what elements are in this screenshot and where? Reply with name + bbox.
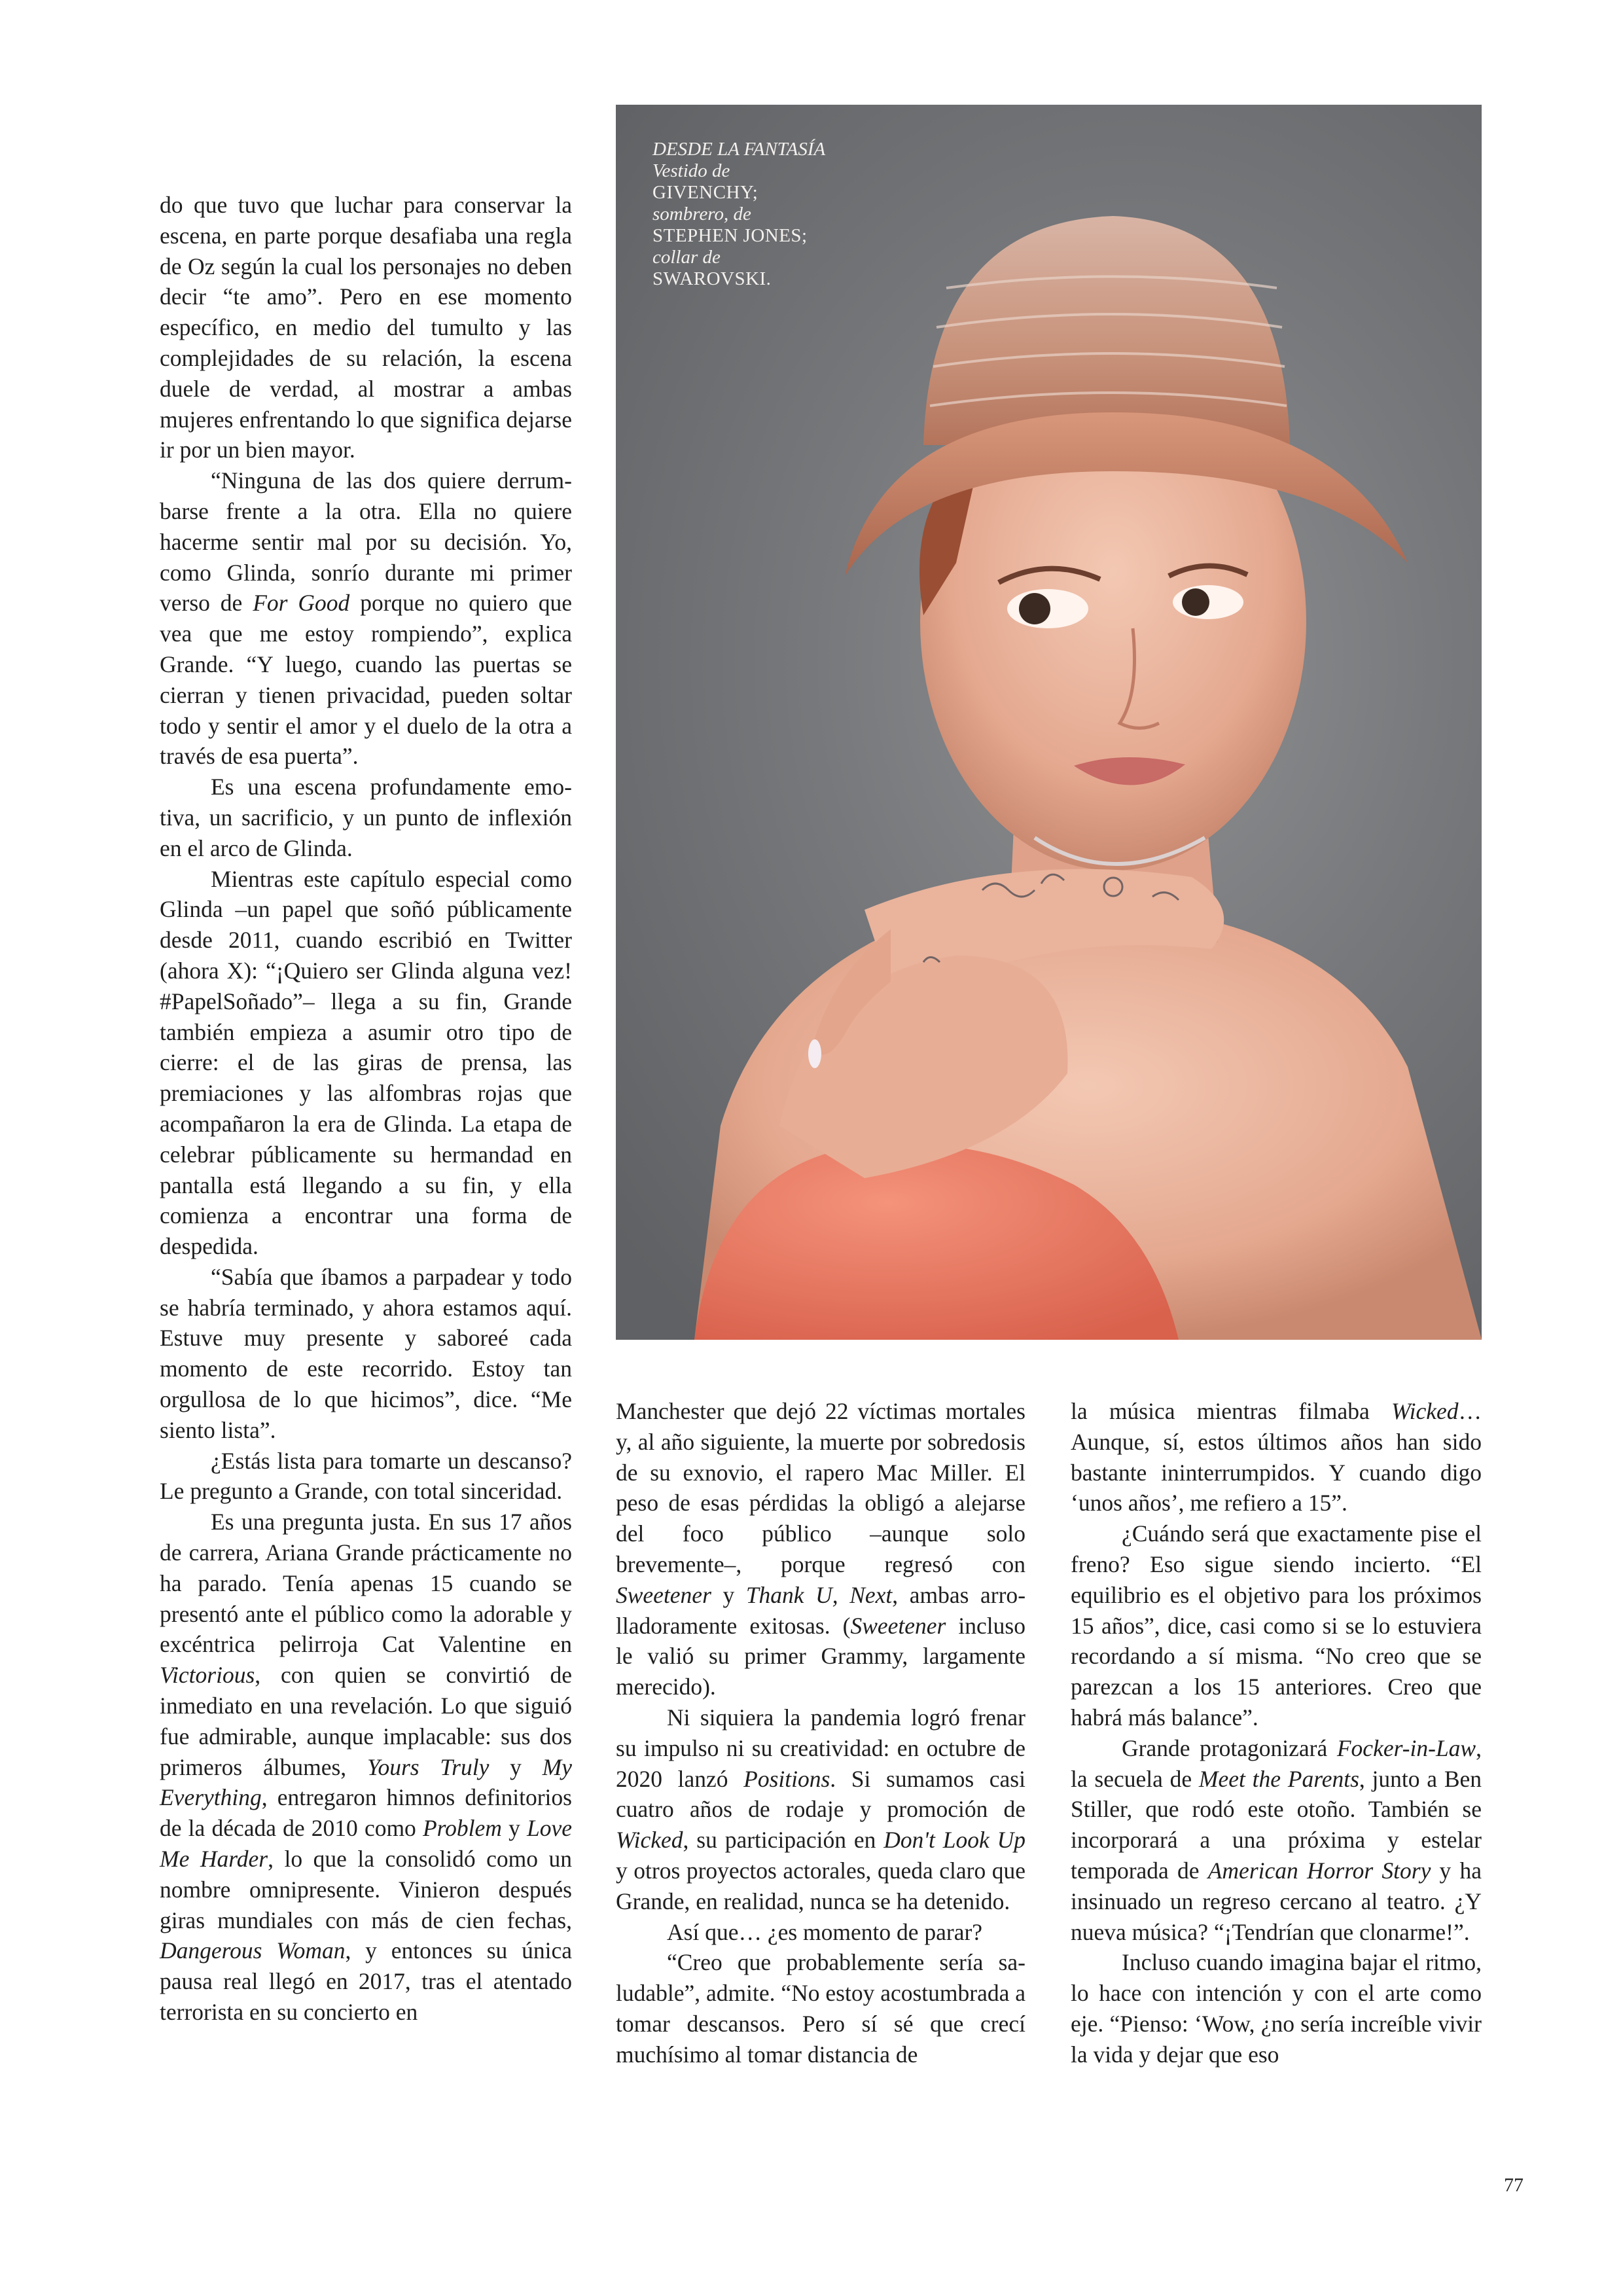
text-run: , lo que la consolidó como un nombre omnipresente. Vinieron después giras mundiales con más de cien fechas, [160, 1846, 572, 1933]
text-run: , su participación en [683, 1827, 884, 1854]
text-run: , con quien se convirtió de inmediato en una revelación. Lo que siguió fue admirable, aunque implacable: sus dos primeros álbumes, [160, 1662, 572, 1780]
italic-title: Meet the Parents [1198, 1765, 1359, 1792]
paragraph: Así que… ¿es momento de parar? [667, 1918, 983, 1945]
caption-brand: SWAROVSKI. [652, 268, 772, 289]
italic-title: Sweetener [850, 1612, 946, 1639]
text-run: y otros proyectos actorales, queda claro que Grande, en realidad, nunca se ha detenido. [616, 1857, 1026, 1914]
italic-title: Yours Truly [366, 1753, 490, 1780]
text-run: Es una pregunta justa. En sus 17 años de carrera, Ariana Grande prácticamente no ha parado. Tenía apenas 15 cuando se presentó ante el público como la adorable y excéntrica pelirroja Cat Valentine en [160, 1509, 572, 1658]
text-run: y [501, 1815, 527, 1842]
paragraph [1071, 1733, 1482, 1948]
text-column-1 [160, 190, 572, 2042]
paragraph: do que tuvo que luchar para conservar la escena, en parte porque desafiaba una regla de Oz según la cual los personajes no deben decir “te amo”. Pero en ese momento específico, en medio del tumulto y las complejidades de su relación, la escena duele de verdad, al mostrar a ambas mujeres enfrentando lo que significa dejarse ir por un bien mayor. [160, 192, 572, 463]
text-column-2 [616, 1396, 1026, 2068]
photo-caption [652, 139, 849, 290]
text-run: . Si sumamos casi cuatro años de rodaje y promoción de [616, 1765, 1026, 1823]
text-run: , ambas arrolladoramente exitosas. ( [616, 1581, 1026, 1639]
italic-title: Sweetener [616, 1581, 711, 1608]
italic-title: Positions [743, 1765, 830, 1792]
text-run: y [489, 1753, 543, 1780]
paragraph: ¿Cuándo será que exactamente pise el freno? Eso sigue siendo incierto. “El equilibrio es el objetivo para los próximos 15 años”, dice, casi como si se lo estuviera recordando a sí misma. “No creo que se parezcan a los 15 anteriores. Creo que habrá más balance”. [1071, 1520, 1482, 1731]
text-run: Grande protagonizará [1122, 1734, 1337, 1761]
paragraph [1071, 1396, 1482, 1518]
italic-title: My Everything [160, 1753, 572, 1811]
text-run: “Ninguna de las dos quiere derrumbarse frente a la otra. Ella no quiere hacerme sentir mal por su decisión. Yo, como Glinda, sonrío durante mi primer verso de [160, 467, 572, 617]
text-run: Ni siquiera la pandemia logró frenar su impulso ni su creatividad: en octubre de 2020 lanzó [616, 1704, 1026, 1792]
paragraph: ¿Estás lista para tomarte un descanso? Le pregunto a Grande, con total sinceridad. [160, 1447, 572, 1505]
caption-text: collar de [652, 247, 721, 268]
italic-title: Victorious [160, 1662, 255, 1689]
page-number: 77 [1504, 2174, 1524, 2196]
portrait-illustration [616, 105, 1482, 1340]
text-run: incluso le valió su primer Grammy, largamente merecido). [616, 1612, 1026, 1700]
paragraph: “Sabía que íbamos a parpadear y todo se habría terminado, y ahora estamos aquí. Estuve muy presente y saboreé cada momento de este recorrido. Estoy tan orgullosa de lo que hicimos”, dice. “Me siento lista”. [160, 1263, 572, 1443]
italic-title: Wicked [616, 1827, 683, 1854]
text-run: porque no quiero que vea que me estoy rompiendo”, explica Grande. “Y luego, cuando las puertas se cierran y tienen privacidad, pueden soltar todo y sentir el amor y el duelo de la otra a través de esa puerta”. [160, 590, 573, 770]
italic-title: Don't Look Up [883, 1827, 1026, 1854]
paragraph [160, 465, 572, 772]
paragraph [616, 1396, 1026, 1702]
text-run: , junto a Ben Stiller, que rodó este otoño. También se incorporará a una próxima y estelar temporada de [1071, 1765, 1482, 1884]
caption-brand: STEPHEN JONES; [652, 225, 808, 246]
text-run: Manchester que dejó 22 víctimas mortales y, al año siguiente, la muerte por sobredosis de su exnovio, el rapero Mac Miller. El peso de esas pérdidas la obligó a alejarse del foco público –aunque solo brevemente–, porque regresó con [616, 1398, 1026, 1577]
text-run: y ha insinuado un regreso cercano al teatro. ¿Y nueva música? “¡Tendrían que clonarme!”. [1071, 1857, 1482, 1945]
italic-title: American Horror Story [1207, 1857, 1431, 1884]
portrait-photo [616, 105, 1482, 1340]
text-run: … Aunque, sí, estos últimos años han sido bastante ininterrumpidos. Y cuando digo ‘unos años’, me refiero a 15”. [1071, 1398, 1482, 1516]
italic-title: Love Me Harder [160, 1815, 572, 1873]
caption-text: Vestido de [652, 160, 730, 181]
italic-title: Dangerous Woman [160, 1937, 346, 1964]
text-run: y [711, 1581, 746, 1608]
caption-text: sombrero, de [652, 204, 751, 224]
italic-title: For Good [253, 590, 350, 617]
text-run: , entregaron himnos definitorios de la década de 2010 como [160, 1784, 572, 1842]
italic-title: Wicked [1391, 1398, 1459, 1424]
text-run: , y entonces su única pausa real llegó en 2017, tras el atentado terrorista en su concierto en [160, 1937, 572, 2026]
caption-brand: GIVENCHY; [652, 182, 758, 203]
paragraph: Es una escena profundamente emotiva, un sacrificio, y un punto de inflexión en el arco de Glinda. [160, 774, 572, 861]
text-run: la música mientras filmaba [1071, 1398, 1391, 1424]
italic-title: Thank U, Next [745, 1581, 893, 1608]
paragraph: Mientras este capítulo especial como Glinda –un papel que soñó públicamente desde 2011, cuando escribió en Twitter (ahora X): “¡Quiero ser Glinda alguna vez! #PapelSoñado”– llega a su fin, Grande también empieza a asumir otro tipo de cierre: el de las giras de prensa, las premiaciones y las alfombras rojas que acompañaron la era de Glinda. La etapa de celebrar públicamente su hermandad en pantalla está llegando a su fin, y ella comienza a encontrar una forma de despedida. [160, 865, 572, 1260]
paragraph: Incluso cuando imagina bajar el ritmo, lo hace con intención y con el arte como eje. “Pienso: ‘Wow, ¿no sería increíble vivir la vida y dejar que eso [1071, 1949, 1482, 2068]
paragraph [616, 1702, 1026, 1917]
italic-title: Focker-in-Law [1336, 1734, 1476, 1761]
text-column-3 [1071, 1396, 1482, 2068]
paragraph [160, 1507, 572, 2028]
hat-crown [923, 216, 1290, 445]
caption-heading: DESDE LA FANTASÍA [652, 139, 826, 160]
paragraph: “Creo que probablemente sería saludable”, admite. “No estoy acostumbrada a tomar descansos. Pero sí sé que crecí muchísimo al tomar distancia de [616, 1949, 1026, 2068]
italic-title: Problem [422, 1815, 502, 1842]
text-run: , la secuela de [1071, 1734, 1482, 1792]
